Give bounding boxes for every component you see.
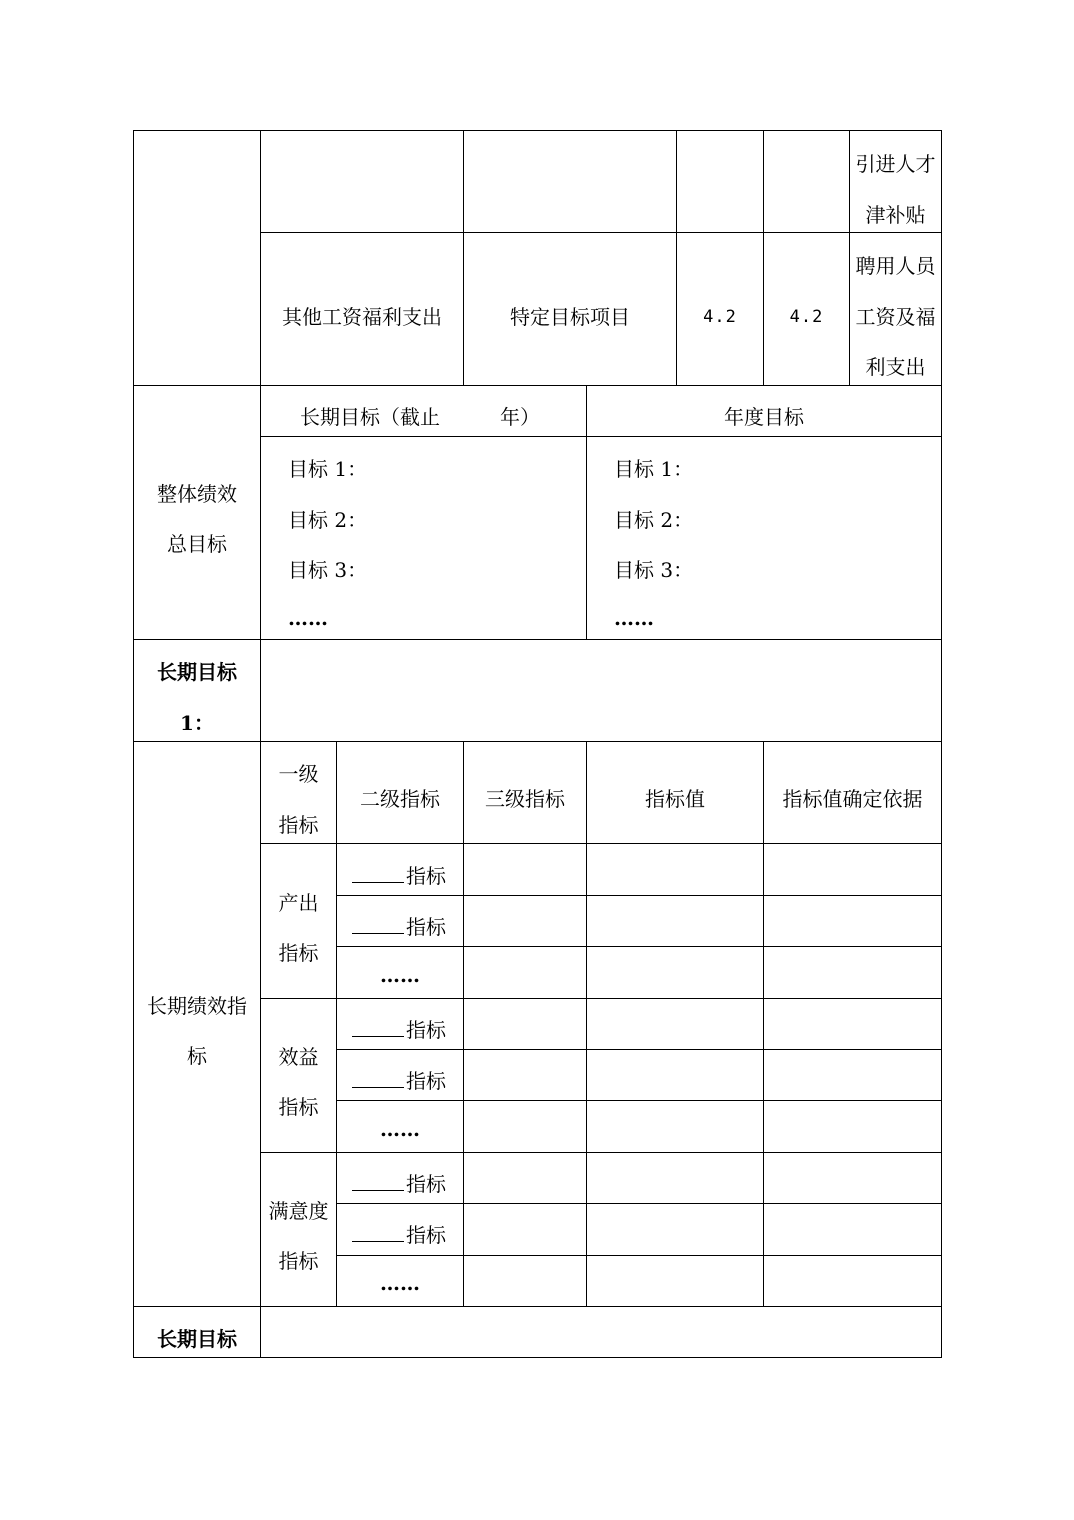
annual-goal-more: ……	[614, 606, 654, 630]
header-value: 指标值	[645, 787, 705, 811]
overall-label-line2: 总目标	[167, 532, 227, 556]
annual-goal-3: 目标 3：	[614, 558, 694, 582]
satisfaction-indicator-label-line1: 满意度	[268, 1199, 329, 1223]
divider	[763, 130, 764, 385]
fill-blank	[352, 1170, 404, 1191]
expense-item: 其他工资福利支出	[282, 305, 442, 329]
fill-blank	[352, 913, 404, 934]
long-goal-more: ……	[288, 606, 328, 630]
output-indicator-more: ……	[380, 963, 420, 987]
divider	[133, 1306, 942, 1307]
divider	[260, 232, 942, 233]
long-goal-last-label: 长期目标	[157, 1327, 237, 1351]
header-level1-line2: 指标	[278, 813, 319, 837]
header-level1-line1: 一级	[278, 762, 319, 786]
divider	[763, 741, 764, 1307]
output-indicator-label-line1: 产出	[278, 891, 319, 915]
long-goal-1: 目标 1：	[288, 457, 368, 481]
satisfaction-indicator-more: ……	[380, 1271, 420, 1295]
output-indicator-label-line2: 指标	[278, 941, 319, 965]
expense-note-line3: 利支出	[865, 355, 926, 379]
expense-note-line2: 工资及福	[855, 305, 936, 329]
indicator-text: 指标	[406, 1018, 446, 1042]
fill-blank	[352, 1016, 404, 1037]
divider	[133, 639, 942, 640]
long-term-goal-header-text: 长期目标（截止	[300, 405, 440, 429]
expense-note-line1: 聘用人员	[855, 254, 936, 278]
divider	[133, 385, 942, 386]
fill-blank	[352, 1067, 404, 1088]
table-border-top	[133, 130, 942, 131]
long-term-goal-header-year: 年）	[500, 405, 540, 429]
talent-allowance-line2: 津补贴	[865, 203, 926, 227]
divider	[260, 843, 942, 844]
indicator-text: 指标	[406, 1069, 446, 1093]
benefit-indicator-row-1	[352, 1005, 446, 1056]
annual-goal-header: 年度目标	[724, 405, 804, 429]
benefit-indicator-more: ……	[380, 1117, 420, 1141]
indicator-text: 指标	[406, 1223, 446, 1247]
divider	[676, 130, 677, 385]
divider	[463, 741, 464, 1307]
benefit-indicator-row-2	[352, 1056, 446, 1107]
long-goal-1-label-line1: 长期目标	[157, 660, 237, 684]
benefit-indicator-label-line2: 指标	[278, 1095, 319, 1119]
value-b: 4.2	[789, 307, 824, 327]
long-term-goal-header	[300, 392, 540, 443]
satisfaction-indicator-label-line2: 指标	[278, 1249, 319, 1273]
header-level2: 二级指标	[360, 787, 440, 811]
divider	[336, 741, 337, 1307]
indicator-text: 指标	[406, 1172, 446, 1196]
long-goal-1-label-line2: 1：	[180, 711, 214, 735]
satisfaction-indicator-row-2	[352, 1210, 446, 1261]
header-level3: 三级指标	[485, 787, 565, 811]
fill-blank	[352, 1221, 404, 1242]
project-category: 特定目标项目	[510, 305, 630, 329]
value-a: 4.2	[703, 307, 737, 327]
output-indicator-row-2	[352, 902, 446, 953]
annual-goal-2: 目标 2：	[614, 508, 694, 532]
long-goal-2: 目标 2：	[288, 508, 368, 532]
long-indicators-label-line2: 标	[187, 1044, 207, 1068]
indicator-text: 指标	[406, 864, 446, 888]
annual-goal-1: 目标 1：	[614, 457, 694, 481]
satisfaction-indicator-row-1	[352, 1159, 446, 1210]
header-basis: 指标值确定依据	[782, 787, 923, 811]
long-indicators-label-line1: 长期绩效指	[147, 994, 247, 1018]
fill-blank	[352, 862, 404, 883]
divider	[586, 741, 587, 1307]
indicator-text: 指标	[406, 915, 446, 939]
table-border-right	[941, 130, 942, 1358]
output-indicator-row-1	[352, 851, 446, 902]
overall-label-line1: 整体绩效	[157, 482, 237, 506]
divider	[463, 130, 464, 385]
talent-allowance-line1: 引进人才	[855, 152, 936, 176]
benefit-indicator-label-line1: 效益	[278, 1045, 319, 1069]
long-goal-3: 目标 3：	[288, 558, 368, 582]
